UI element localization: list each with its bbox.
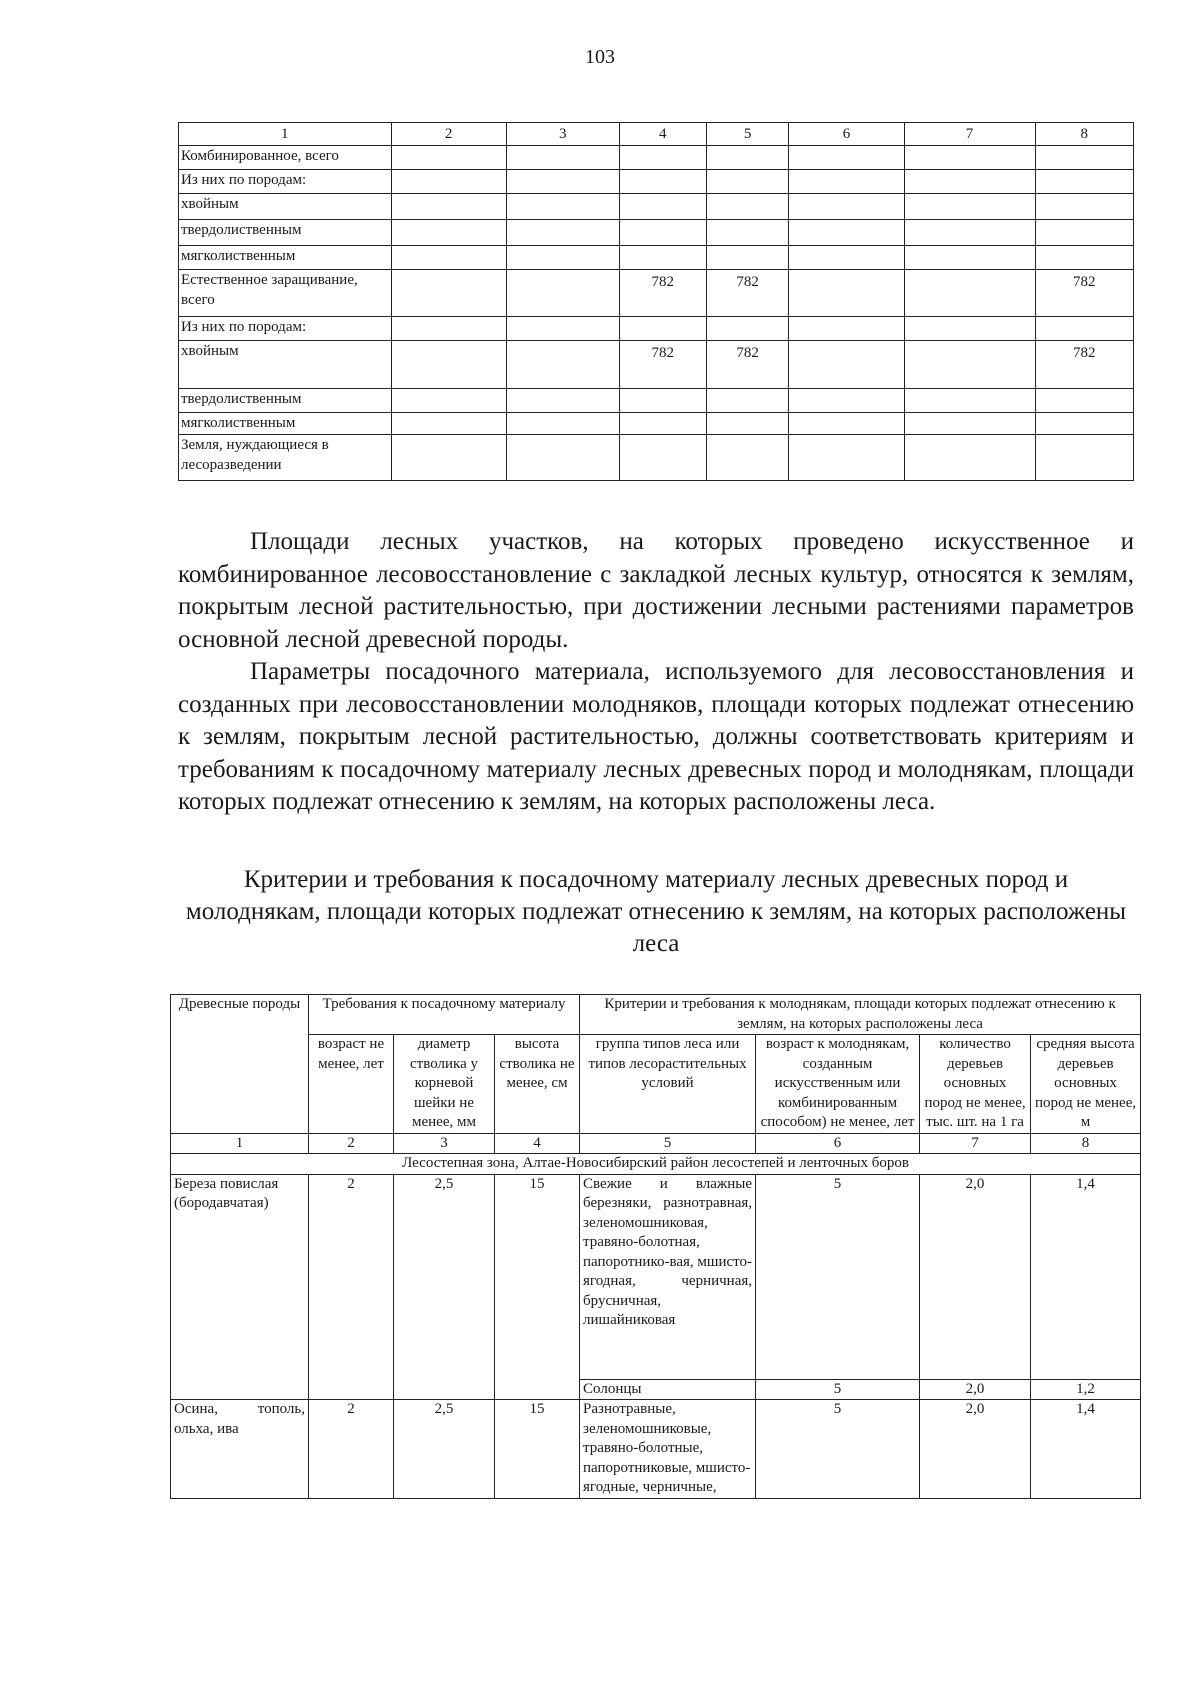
young-age-cell: 5 — [756, 1400, 920, 1499]
table-row — [179, 220, 1134, 246]
col-number: 8 — [1031, 1133, 1141, 1154]
col-number: 5 — [580, 1133, 756, 1154]
table-cell — [1035, 317, 1134, 341]
table-cell — [619, 194, 706, 220]
table-cell — [789, 317, 904, 341]
table1-col-number: 5 — [706, 123, 789, 146]
table-cell — [1035, 413, 1134, 435]
table-cell — [1035, 246, 1134, 270]
table-cell: 782 — [619, 341, 706, 389]
col-number: 4 — [495, 1133, 580, 1154]
average-height-cell: 1,4 — [1031, 1174, 1141, 1379]
table-cell — [391, 146, 506, 170]
paragraph: Параметры посадочного материала, используемого для лесовосстановления и созданных при лесовосстановлении молодняков, площади которых подлежат отнесению к землям, покрытым лесной растительностью, должны соответствовать критериям и требованиям к посадочному материалу лесных древесных пород и молоднякам, площади которых подлежат отнесению к землям, на которых расположены леса. — [178, 658, 1134, 815]
table1-col-number: 7 — [904, 123, 1035, 146]
table-cell — [1035, 146, 1134, 170]
header-species: Древесные породы — [171, 995, 309, 1134]
diameter-cell: 2,5 — [394, 1174, 495, 1400]
table-row — [179, 413, 1134, 435]
table-cell — [904, 435, 1035, 481]
table-cell — [706, 146, 789, 170]
table-cell — [789, 413, 904, 435]
species-cell: Береза повислая (бородавчатая) — [171, 1174, 309, 1400]
table-row — [179, 194, 1134, 220]
header-tree-count: количество деревьев основных пород не менее, тыс. шт. на 1 га — [920, 1035, 1031, 1134]
table-cell — [706, 170, 789, 194]
body-text — [178, 526, 1134, 819]
table-cell — [506, 341, 619, 389]
table-cell — [506, 270, 619, 317]
table-row — [179, 389, 1134, 413]
table-cell — [619, 435, 706, 481]
table-cell — [506, 170, 619, 194]
table-cell — [904, 317, 1035, 341]
table2-sub-header-row — [171, 1035, 1141, 1134]
table-cell — [706, 435, 789, 481]
table-cell — [789, 170, 904, 194]
table-cell: 782 — [1035, 341, 1134, 389]
table1-col-number: 4 — [619, 123, 706, 146]
row-label: твердолиственным — [179, 389, 392, 413]
table1-col-number: 2 — [391, 123, 506, 146]
table-cell — [619, 317, 706, 341]
height-cell: 15 — [495, 1400, 580, 1499]
table-cell — [789, 435, 904, 481]
table-row — [179, 146, 1134, 170]
table-cell — [904, 246, 1035, 270]
table-cell — [706, 220, 789, 246]
table-cell — [506, 220, 619, 246]
row-label: мягколиственным — [179, 413, 392, 435]
table-cell — [506, 146, 619, 170]
table-cell — [789, 341, 904, 389]
col-number: 1 — [171, 1133, 309, 1154]
forest-type-cell: Солонцы — [580, 1379, 756, 1400]
row-label: хвойным — [179, 341, 392, 389]
tree-count-cell: 2,0 — [920, 1400, 1031, 1499]
table-cell — [391, 246, 506, 270]
table-cell — [706, 389, 789, 413]
table-row — [171, 1174, 1141, 1379]
header-forest-type: группа типов леса или типов лесорастительных условий — [580, 1035, 756, 1134]
table-cell — [1035, 194, 1134, 220]
table-cell — [789, 270, 904, 317]
table-cell — [789, 146, 904, 170]
col-number: 7 — [920, 1133, 1031, 1154]
table-cell — [619, 220, 706, 246]
table-cell — [1035, 435, 1134, 481]
header-diameter: диаметр стволика у корневой шейки не менее, мм — [394, 1035, 495, 1134]
table-cell — [706, 317, 789, 341]
table-row — [179, 317, 1134, 341]
paragraph: Площади лесных участков, на которых проведено искусственное и комбинированное лесовосстановление с закладкой лесных культур, относятся к землям, покрытым лесной растительностью, при достижении лесными растениями параметров основной лесной древесной породы. — [178, 528, 1134, 653]
header-planting-requirements: Требования к посадочному материалу — [309, 995, 580, 1035]
table1-header-row — [179, 123, 1134, 146]
table1-col-number: 8 — [1035, 123, 1134, 146]
table1-col-number: 1 — [179, 123, 392, 146]
table-cell — [391, 194, 506, 220]
forest-type-cell: Разнотравные, зеленомошниковые, травяно-болотные, папоротниковые, мшисто-ягодные, черничные, — [580, 1400, 756, 1499]
col-number: 3 — [394, 1133, 495, 1154]
table-cell — [619, 413, 706, 435]
col-number: 2 — [309, 1133, 394, 1154]
table-row — [171, 1400, 1141, 1499]
row-label: твердолиственным — [179, 220, 392, 246]
table-cell — [706, 246, 789, 270]
header-age: возраст не менее, лет — [309, 1035, 394, 1134]
reforestation-table — [178, 122, 1134, 481]
table-cell — [619, 146, 706, 170]
header-young-age: возраст к молоднякам, созданным искусственным или комбинированным способом) не менее, лет — [756, 1035, 920, 1134]
table-cell: 782 — [619, 270, 706, 317]
table-cell — [391, 413, 506, 435]
table2-zone-row — [171, 1154, 1141, 1175]
table-cell — [391, 317, 506, 341]
row-label: мягколиственным — [179, 246, 392, 270]
table-cell — [391, 341, 506, 389]
table-cell — [506, 194, 619, 220]
section-title: Критерии и требования к посадочному материалу лесных древесных пород и молоднякам, площади которых подлежат отнесению к землям, на которых расположены леса — [185, 866, 1127, 957]
table-cell — [904, 194, 1035, 220]
age-cell: 2 — [309, 1174, 394, 1400]
table-row — [179, 435, 1134, 481]
table-cell — [619, 389, 706, 413]
table-cell — [904, 270, 1035, 317]
table-cell: 782 — [706, 270, 789, 317]
table-cell — [619, 246, 706, 270]
average-height-cell: 1,4 — [1031, 1400, 1141, 1499]
diameter-cell: 2,5 — [394, 1400, 495, 1499]
table-cell — [506, 389, 619, 413]
zone-heading: Лесостепная зона, Алтае-Новосибирский район лесостепей и ленточных боров — [171, 1154, 1141, 1175]
table-cell — [506, 435, 619, 481]
header-young-stand-criteria: Критерии и требования к молоднякам, площади которых подлежат отнесению к землям, на которых расположены леса — [580, 995, 1141, 1035]
table-cell — [391, 220, 506, 246]
table-cell — [904, 146, 1035, 170]
table1-col-number: 3 — [506, 123, 619, 146]
table-cell: 782 — [1035, 270, 1134, 317]
table-cell — [904, 220, 1035, 246]
row-label: Из них по породам: — [179, 170, 392, 194]
table-cell — [904, 389, 1035, 413]
table-cell — [904, 341, 1035, 389]
criteria-table — [170, 994, 1141, 1499]
table2-group-header-row — [171, 995, 1141, 1035]
height-cell: 15 — [495, 1174, 580, 1400]
table-cell — [706, 413, 789, 435]
average-height-cell: 1,2 — [1031, 1379, 1141, 1400]
table-cell — [391, 170, 506, 194]
row-label: Естественное заращивание, всего — [179, 270, 392, 317]
table-cell — [789, 194, 904, 220]
table-cell — [789, 389, 904, 413]
table-cell — [706, 194, 789, 220]
table-cell — [1035, 220, 1134, 246]
table-cell — [789, 220, 904, 246]
table-cell — [1035, 170, 1134, 194]
tree-count-cell: 2,0 — [920, 1379, 1031, 1400]
table-cell — [619, 170, 706, 194]
table-row — [179, 170, 1134, 194]
table-cell — [391, 270, 506, 317]
table1-col-number: 6 — [789, 123, 904, 146]
page-number: 103 — [585, 46, 615, 68]
header-average-height: средняя высота деревьев основных пород не менее, м — [1031, 1035, 1141, 1134]
young-age-cell: 5 — [756, 1174, 920, 1379]
row-label: Комбинированное, всего — [179, 146, 392, 170]
tree-count-cell: 2,0 — [920, 1174, 1031, 1379]
row-label: Из них по породам: — [179, 317, 392, 341]
forest-type-cell: Свежие и влажные березняки, разнотравная, зеленомошниковая, травяно-болотная, папоротнико-вая, мшисто-ягодная, черничная, брусничная, лишайниковая — [580, 1174, 756, 1379]
table-cell — [789, 246, 904, 270]
table-cell — [506, 246, 619, 270]
table-row — [179, 341, 1134, 389]
table-cell — [391, 435, 506, 481]
age-cell: 2 — [309, 1400, 394, 1499]
table-cell — [391, 389, 506, 413]
table2-column-numbers-row — [171, 1133, 1141, 1154]
species-cell: Осина, тополь, ольха, ива — [171, 1400, 309, 1499]
row-label: хвойным — [179, 194, 392, 220]
table-row — [179, 246, 1134, 270]
table-row — [179, 270, 1134, 317]
table-cell — [506, 413, 619, 435]
young-age-cell: 5 — [756, 1379, 920, 1400]
table-cell — [1035, 389, 1134, 413]
header-height: высота стволика не менее, см — [495, 1035, 580, 1134]
table-cell — [904, 170, 1035, 194]
table-cell — [904, 413, 1035, 435]
col-number: 6 — [756, 1133, 920, 1154]
table-cell: 782 — [706, 341, 789, 389]
row-label: Земля, нуждающиеся в лесоразведении — [179, 435, 392, 481]
table-cell — [506, 317, 619, 341]
